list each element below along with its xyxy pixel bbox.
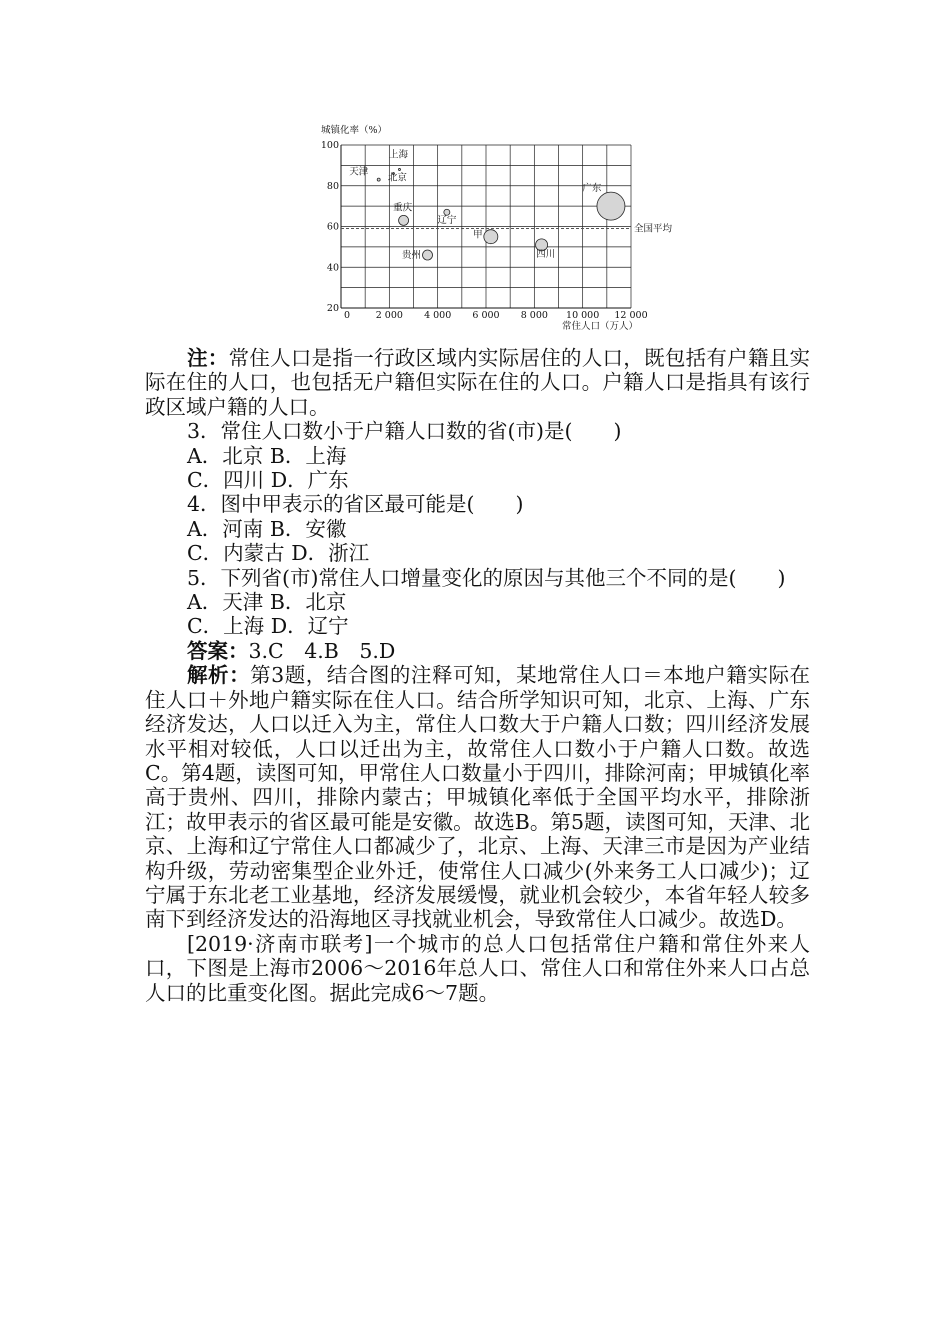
y-tick-label: 40 [326, 262, 339, 274]
x-tick-label: 8 000 [520, 310, 548, 321]
question-5-options-cd: C．上海 D．辽宁 [187, 614, 349, 639]
point-label: 上海 [388, 149, 408, 161]
question-4-stem: 4．图中甲表示的省区最可能是( ) [187, 492, 524, 517]
question-3-options-ab: A．北京 B．上海 [187, 443, 347, 468]
x-tick-label: 2 000 [375, 310, 403, 321]
point-甲 [484, 230, 498, 244]
y-axis-label: 城镇化率（%） [321, 125, 388, 136]
point-label: 天津 [349, 166, 369, 178]
note-paragraph [145, 346, 810, 419]
answer-text: 3.C 4.B 5.D [248, 638, 396, 663]
document-body [145, 346, 810, 1005]
intro-paragraph: [2019·济南市联考]一个城市的总人口包括常住户籍和常住外来人口，下图是上海市2006～2016年总人口、常住人口和常住外来人口占总人口的比重变化图。据此完成6～7题。 [145, 931, 810, 1005]
y-tick-label: 100 [320, 140, 339, 151]
question-5-stem: 5．下列省(市)常住人口增量变化的原因与其他三个不同的是( ) [187, 565, 786, 590]
question-3-options-cd: C．四川 D．广东 [187, 468, 349, 493]
x-tick-label: 10 000 [566, 310, 600, 321]
point-天津 [377, 178, 380, 181]
point-重庆 [399, 215, 409, 225]
x-tick-label: 12 000 [614, 310, 648, 321]
x-tick-label: 0 [344, 310, 351, 321]
question-4-options-ab: A．河南 B．安徽 [187, 516, 347, 541]
question-3-stem: 3．常住人口数小于户籍人口数的省(市)是( ) [187, 419, 622, 444]
analysis-text: 第3题，结合图的注释可知，某地常住人口＝本地户籍实际在住人口＋外地户籍实际在住人口。结合所学知识可知，北京、上海、广东经济发达，人口以迁入为主，常住人口数大于户籍人口数；四川经济发展水平相对较低，人口以迁出为主，故常住人口数小于户籍人口数。故选C。第4题，读图可知，甲常住人口数量小于四川，排除河南；甲城镇化率高于贵州、四川，排除内蒙古；甲城镇化率低于全国平均水平，排除浙江；故甲表示的省区最可能是安徽。故选B。第5题，读图可知，天津、北京、上海和辽宁常住人口都减少了，北京、上海、天津三市是因为产业结构升级，劳动密集型企业外迁，使常住人口减少(外来务工人口减少)；辽宁属于东北老工业基地，经济发展缓慢，就业机会较少，本省年轻人较多南下到经济发达的沿海地区寻找就业机会，导致常住人口减少。故选D。 [145, 663, 811, 932]
analysis-paragraph [145, 663, 810, 931]
point-广东 [597, 192, 625, 220]
urbanization-scatter-chart [310, 118, 710, 336]
note-label: 注： [187, 346, 229, 370]
y-tick-label: 60 [326, 221, 339, 233]
y-tick-label: 80 [326, 180, 339, 192]
point-label: 甲 [473, 229, 483, 241]
point-label: 辽宁 [437, 215, 457, 227]
national-average-label: 全国平均 [634, 223, 673, 235]
point-label: 广东 [582, 183, 602, 195]
chart-grid [341, 145, 631, 308]
point-贵州 [423, 250, 433, 260]
y-tick-labels [321, 140, 339, 314]
x-axis-label: 常住人口（万人） [562, 321, 639, 332]
answer-label: 答案： [187, 638, 249, 663]
question-4-options-cd: C．内蒙古 D．浙江 [187, 541, 370, 566]
answer-line [145, 639, 810, 663]
x-tick-label: 6 000 [472, 310, 500, 321]
question-5-options-ab: A．天津 B．北京 [187, 590, 347, 615]
x-tick-labels [344, 310, 648, 321]
analysis-label: 解析： [187, 663, 251, 688]
note-text: 常住人口是指一行政区域内实际居住的人口，既包括有户籍且实际在住的人口，也包括无户籍但实际在住的人口。户籍人口是指具有该行政区域户籍的人口。 [145, 346, 811, 419]
y-tick-label: 20 [326, 303, 339, 314]
point-上海 [398, 168, 400, 170]
point-label: 贵州 [402, 250, 422, 262]
x-tick-label: 4 000 [424, 310, 452, 321]
point-label: 重庆 [393, 202, 413, 214]
point-label: 北京 [387, 172, 407, 184]
point-label: 四川 [536, 248, 556, 260]
